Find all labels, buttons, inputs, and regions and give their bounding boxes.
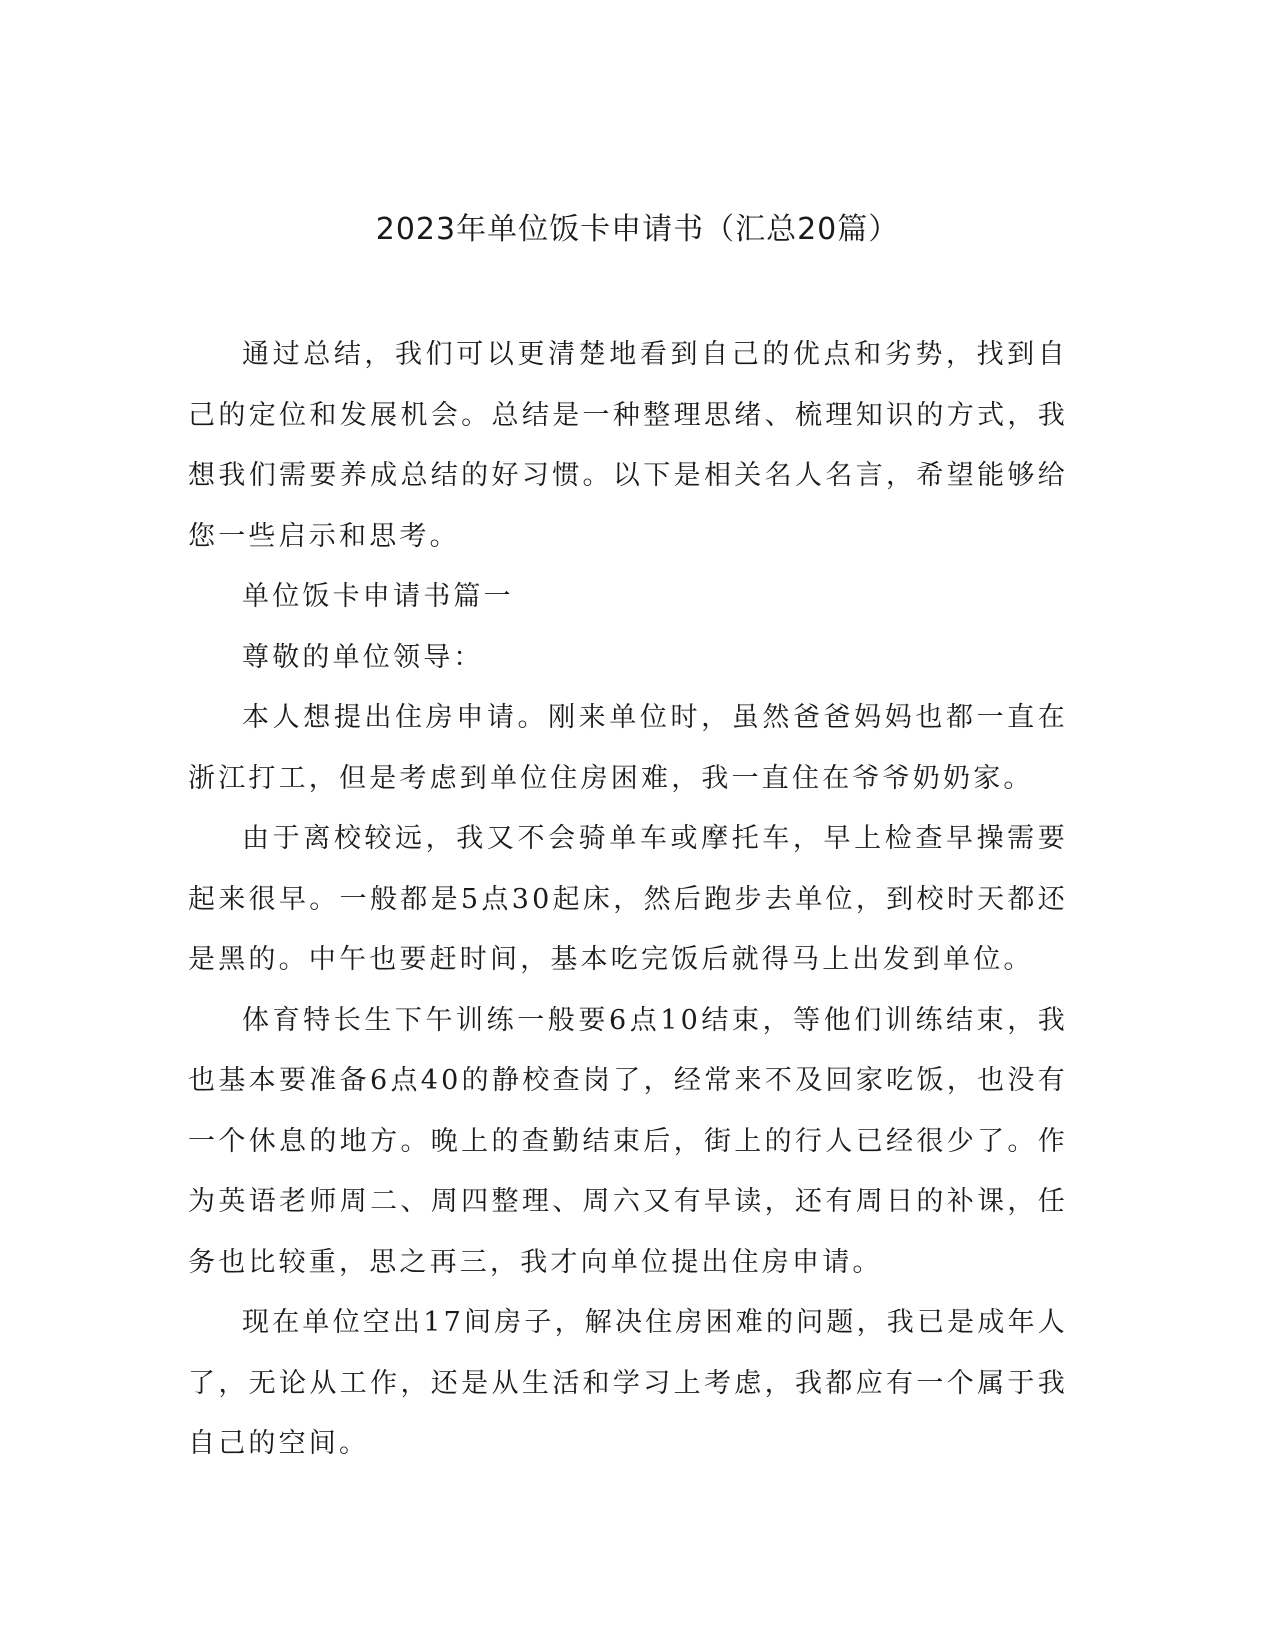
body-paragraph: 现在单位空出17间房子，解决住房困难的问题，我已是成年人了，无论从工作，还是从生活和学习上考虑，我都应有一个属于我自己的空间。 [188, 1307, 1068, 1459]
body-paragraph: 本人想提出住房申请。刚来单位时，虽然爸爸妈妈也都一直在浙江打工，但是考虑到单位住房困难，我一直住在爷爷奶奶家。 [188, 702, 1068, 794]
salutation: 尊敬的单位领导： [242, 641, 484, 673]
document-body [188, 325, 1068, 1475]
body-paragraph: 由于离校较远，我又不会骑单车或摩托车，早上检查早操需要起来很早。一般都是5点30起床，然后跑步去单位，到校时天都还是黑的。中午也要赶时间，基本吃完饭后就得马上出发到单位。 [188, 823, 1068, 975]
body-paragraph: 体育特长生下午训练一般要6点10结束，等他们训练结束，我也基本要准备6点40的静校查岗了，经常来不及回家吃饭，也没有一个休息的地方。晚上的查勤结束后，街上的行人已经很少了。作为英语老师周二、周四整理、周六又有早读，还有周日的补课，任务也比较重，思之再三，我才向单位提出住房申请。 [188, 1004, 1068, 1278]
section-heading: 单位饭卡申请书篇一 [242, 581, 514, 612]
document-title: 2023年单位饭卡申请书（汇总20篇） [375, 212, 900, 247]
intro-paragraph: 通过总结，我们可以更清楚地看到自己的优点和劣势，找到自己的定位和发展机会。总结是一种整理思绪、梳理知识的方式，我想我们需要养成总结的好习惯。以下是相关名人名言，希望能够给您一些启示和思考。 [188, 339, 1068, 552]
